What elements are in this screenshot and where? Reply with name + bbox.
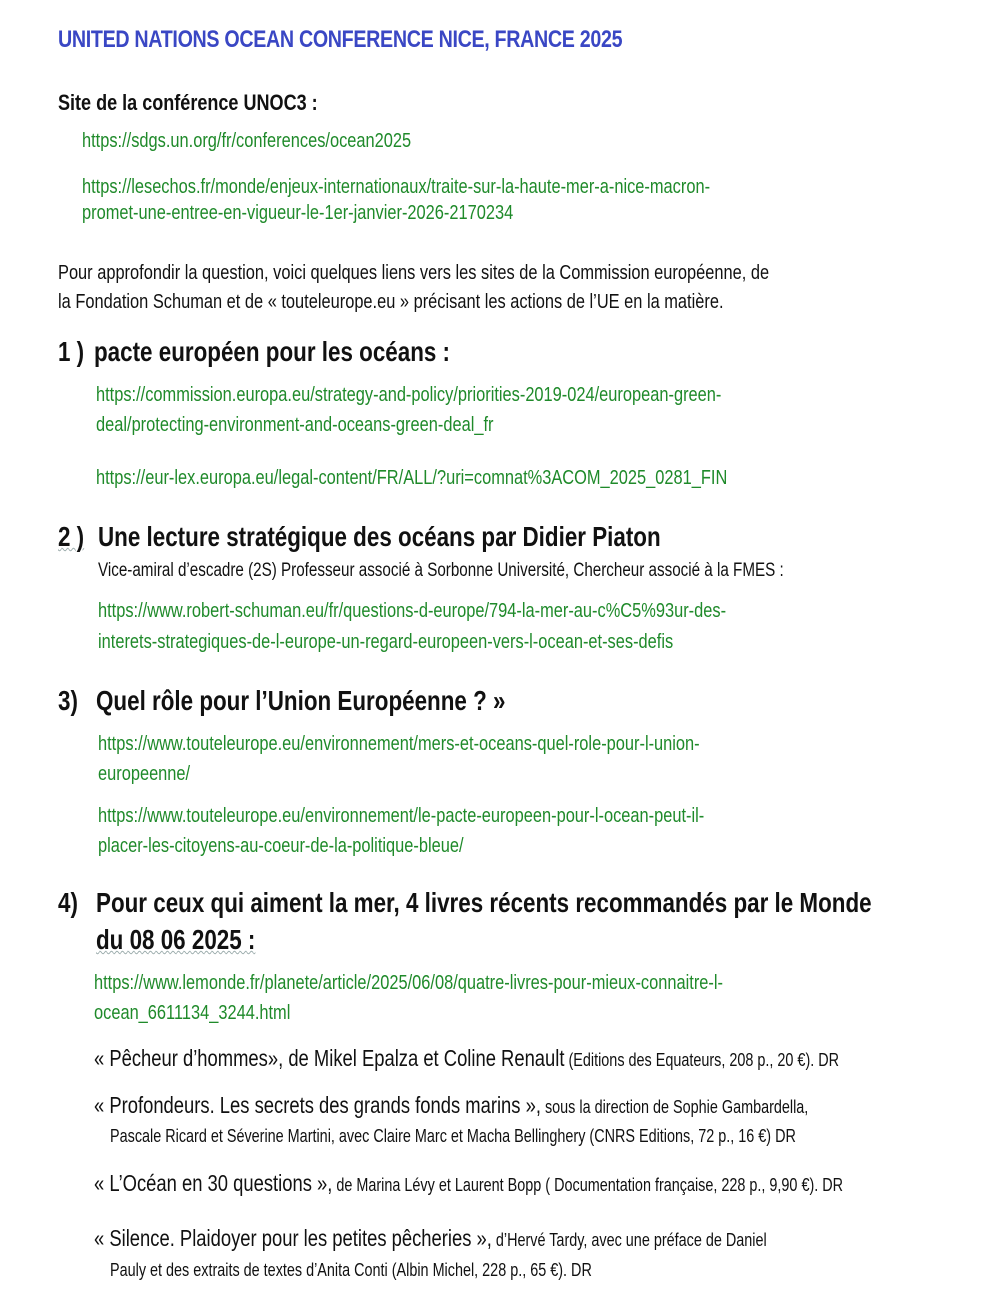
section-3-heading: Quel rôle pour l’Union Européenne ? » [96, 685, 506, 716]
book-3-details: de Marina Lévy et Laurent Bopp ( Documentation française, 228 p., 9,90 €). DR [332, 1175, 844, 1195]
section-2-subtitle: Vice-amiral d’escadre (2S) Professeur associé à Sorbonne Université, Chercheur associé à la FMES : [98, 560, 784, 581]
book-4 [94, 1225, 767, 1252]
page-title: UNITED NATIONS OCEAN CONFERENCE NICE, FRANCE 2025 [58, 26, 623, 53]
section-3-link-2b[interactable]: placer-les-citoyens-au-coeur-de-la-politique-bleue/ [98, 835, 464, 857]
section-3-link-2a[interactable]: https://www.touteleurope.eu/environnement/le-pacte-europeen-pour-l-ocean-peut-il- [98, 805, 705, 827]
section-2-link-b[interactable]: interets-strategiques-de-l-europe-un-regard-europeen-vers-l-ocean-et-ses-defis [98, 631, 674, 653]
site-label: Site de la conférence UNOC3 : [58, 90, 318, 115]
section-2-heading: Une lecture stratégique des océans par Didier Piaton [98, 521, 661, 552]
section-1-link-1a[interactable]: https://commission.europa.eu/strategy-and-policy/priorities-2019-024/european-green- [96, 384, 722, 406]
section-3-number: 3) [58, 685, 78, 716]
section-4-link-a[interactable]: https://www.lemonde.fr/planete/article/2025/06/08/quatre-livres-pour-mieux-connaitre-l- [94, 972, 723, 994]
site-link-lesechos-1[interactable]: https://lesechos.fr/monde/enjeux-internationaux/traite-sur-la-haute-mer-a-nice-macron- [82, 176, 711, 198]
book-1-authors: de Mikel Epalza et Coline Renault [283, 1045, 565, 1071]
book-2 [94, 1092, 808, 1119]
book-1-details: (Editions des Equateurs, 208 p., 20 €). DR [564, 1050, 840, 1070]
section-1-heading: pacte européen pour les océans : [94, 336, 451, 367]
book-2-title: « Profondeurs. Les secrets des grands fonds marins », [94, 1092, 541, 1118]
section-1-number: 1 ) [58, 336, 85, 367]
book-3-title: « L’Océan en 30 questions », [94, 1170, 333, 1196]
section-4-link-b[interactable]: ocean_6611134_3244.html [94, 1002, 291, 1024]
intro-line-2: la Fondation Schuman et de « touteleurope.eu » précisant les actions de l’UE en la matière. [58, 291, 724, 313]
intro-line-1: Pour approfondir la question, voici quelques liens vers les sites de la Commission européenne, de [58, 262, 770, 284]
section-4-heading: Pour ceux qui aiment la mer, 4 livres récents recommandés par le Monde [96, 887, 872, 918]
book-2-details-line2: Pascale Ricard et Séverine Martini, avec Claire Marc et Macha Bellinghery (CNRS Editions, 72 p., 16 €) DR [110, 1126, 796, 1146]
book-2-details: sous la direction de Sophie Gambardella, [540, 1097, 809, 1117]
book-4-title: « Silence. Plaidoyer pour les petites pêcheries », [94, 1225, 492, 1251]
section-4-heading-date: du 08 06 2025 : [96, 924, 256, 955]
site-link-un[interactable]: https://sdgs.un.org/fr/conferences/ocean2025 [82, 130, 412, 152]
book-4-details: d’Hervé Tardy, avec une préface de Daniel [491, 1230, 767, 1250]
book-1 [94, 1045, 839, 1072]
book-4-details-line2: Pauly et des extraits de textes d’Anita Conti (Albin Michel, 228 p., 65 €). DR [110, 1260, 592, 1280]
site-link-lesechos-2[interactable]: promet-une-entree-en-vigueur-le-1er-janvier-2026-2170234 [82, 202, 514, 224]
section-1-link-2[interactable]: https://eur-lex.europa.eu/legal-content/FR/ALL/?uri=comnat%3ACOM_2025_0281_FIN [96, 467, 728, 489]
book-3 [94, 1170, 843, 1197]
section-3-link-1b[interactable]: europeenne/ [98, 763, 191, 785]
section-2-link-a[interactable]: https://www.robert-schuman.eu/fr/questions-d-europe/794-la-mer-au-c%C5%93ur-des- [98, 600, 727, 622]
section-1-link-1b[interactable]: deal/protecting-environment-and-oceans-green-deal_fr [96, 414, 494, 436]
section-2-number: 2 ) [58, 521, 85, 552]
section-3-link-1a[interactable]: https://www.touteleurope.eu/environnement/mers-et-oceans-quel-role-pour-l-union- [98, 733, 700, 755]
book-1-title: « Pêcheur d’hommes», [94, 1045, 284, 1071]
section-4-number: 4) [58, 887, 78, 918]
